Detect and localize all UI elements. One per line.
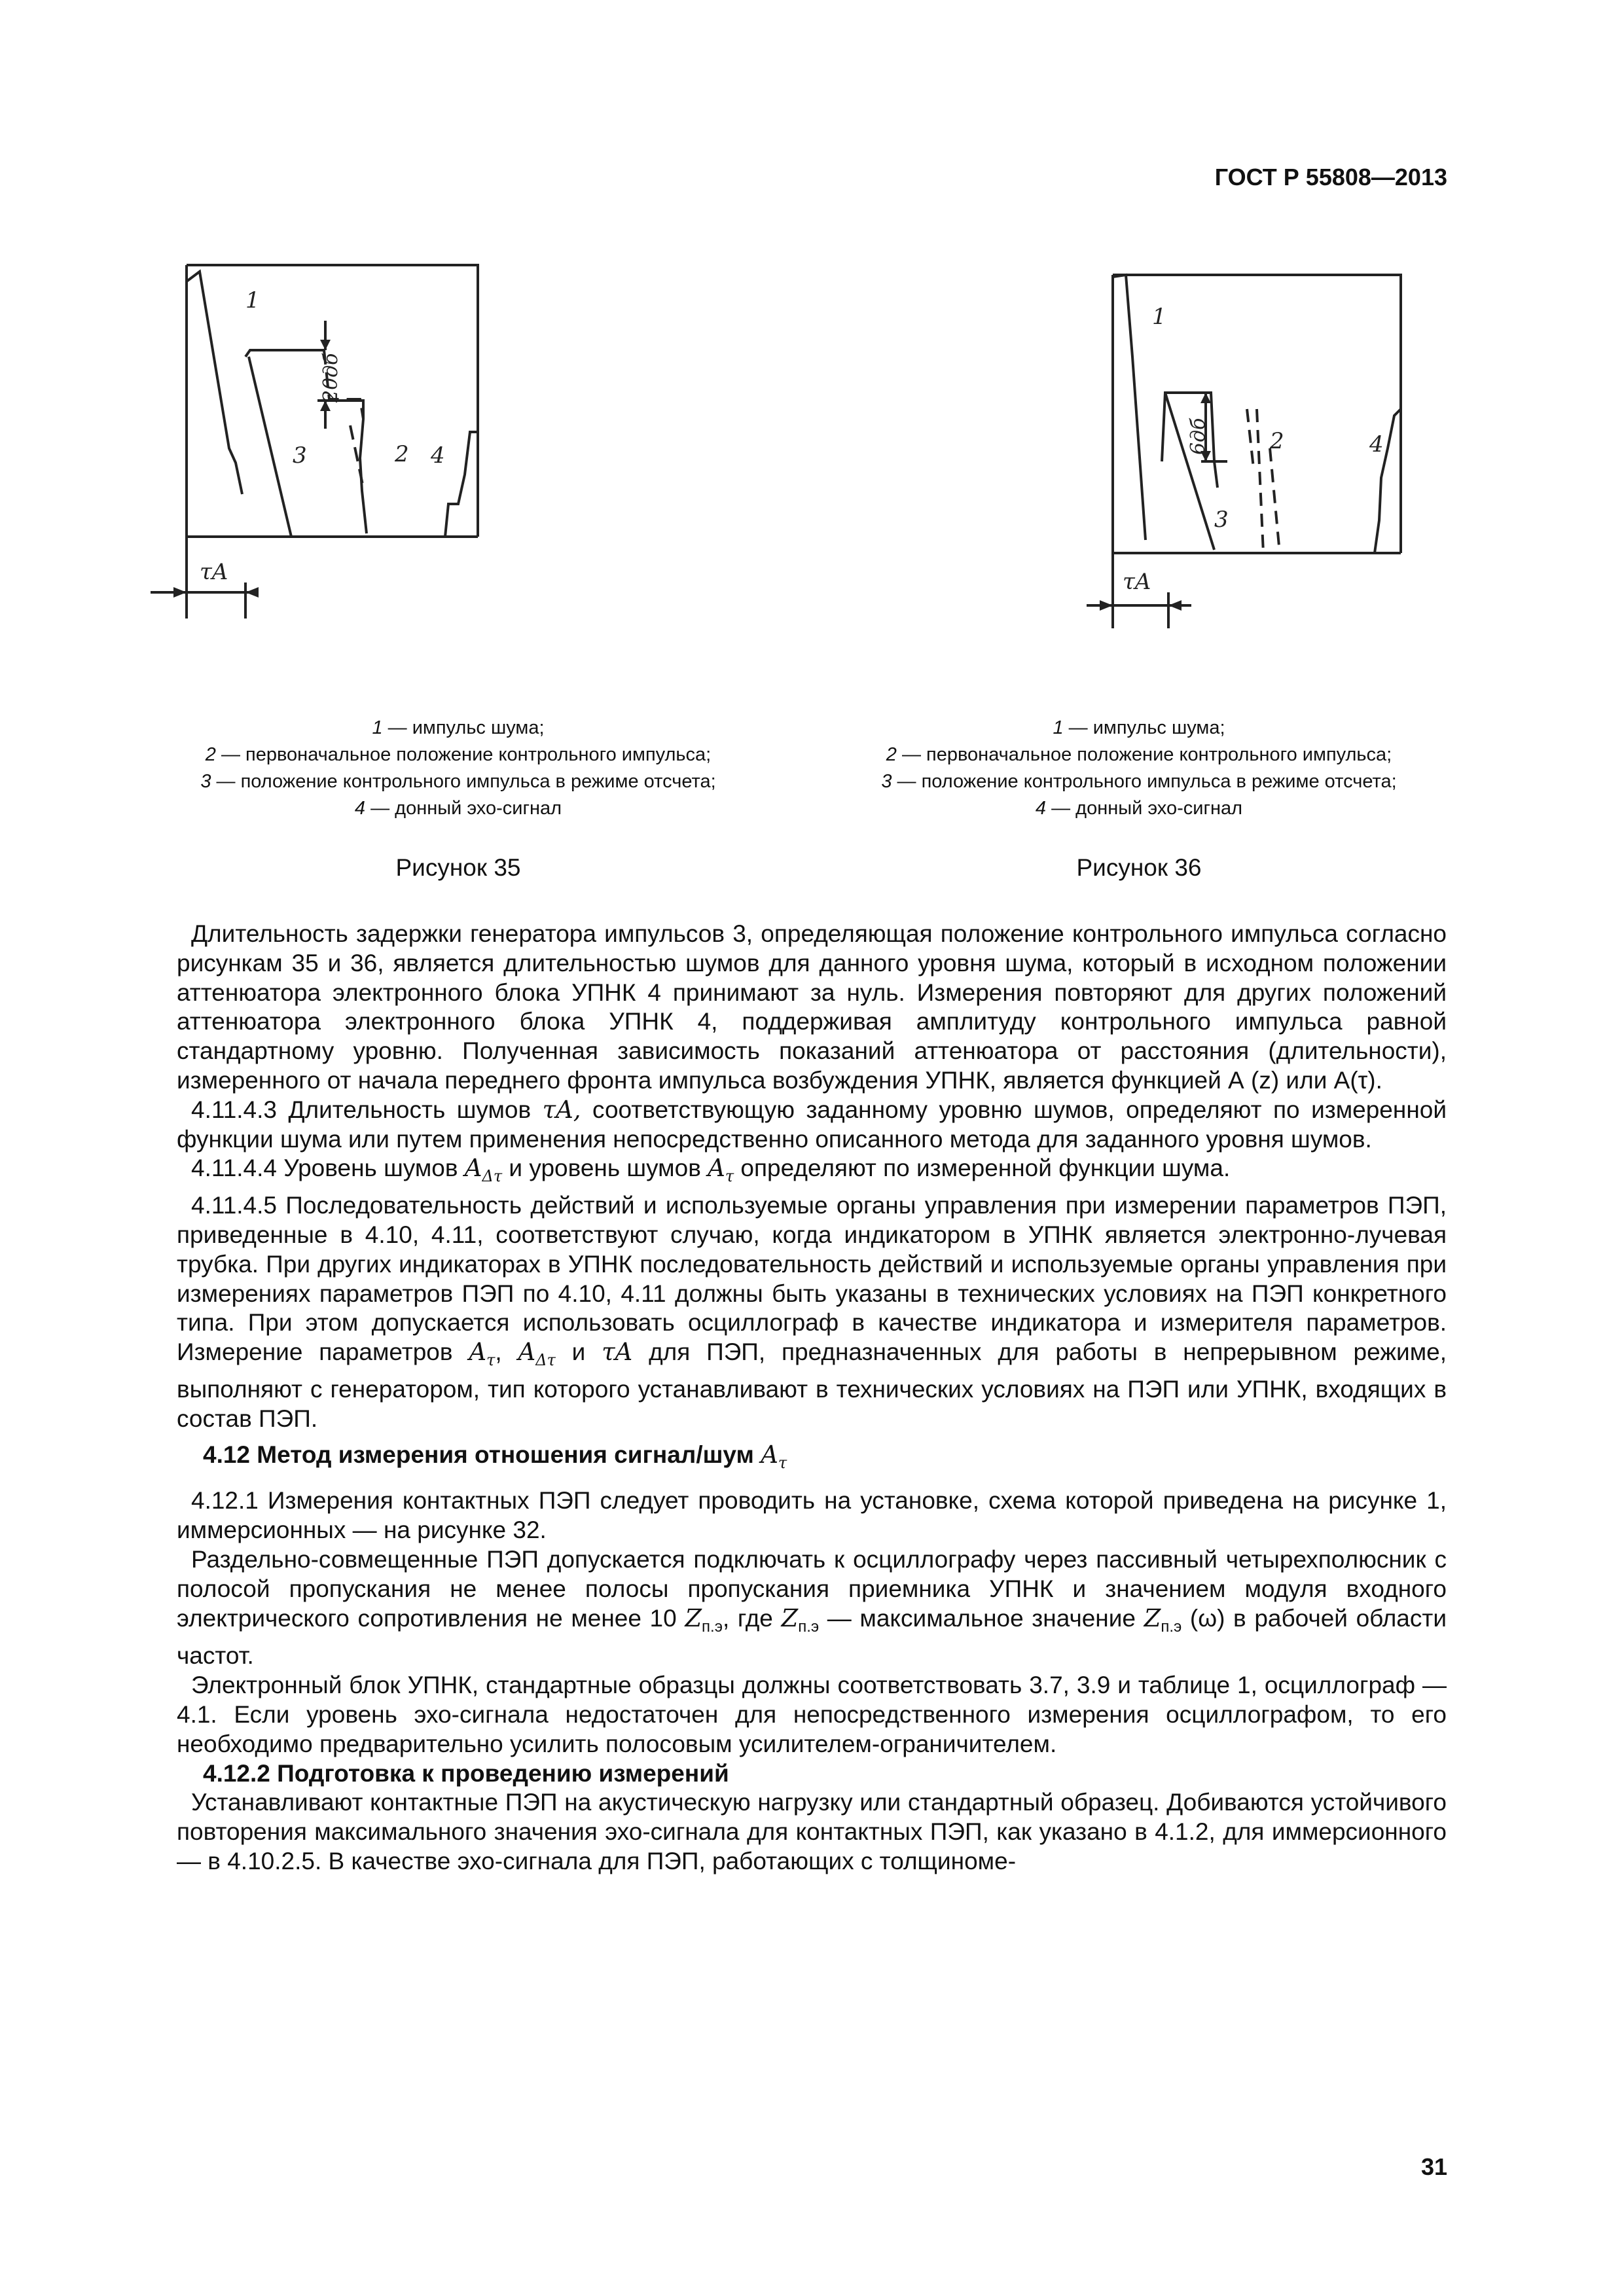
figure-36-legend — [812, 715, 1466, 822]
mark-4: 4 — [431, 442, 445, 469]
legend-item: 1 — импульс шума; — [372, 717, 545, 738]
paragraph-4-11-4-5: 4.11.4.5 Последовательность действий и используемые органы управления при измерении параметров ПЭП, приведенные в 4.10, 4.11, соответствуют случаю, когда индикатором в УПНК является электронно-лучевая трубка. При других индикаторах в УПНК последовательность действий и используемые органы управления при измерениях параметров ПЭП по 4.10, 4.11 должны быть указаны в технических условиях на ПЭП конкретного типа. При этом допускается использовать осциллограф в качестве индикатора и измерителя параметров. Измерение параметров $A_\tau$, $A_{\Delta\tau}$ и τA для ПЭП, предназначенных для работы в непрерывном режиме, выполняют с генератором, тип которого устанавливают в технических условиях на ПЭП или УПНК, входящих в состав ПЭП. — [177, 1192, 1447, 1432]
legend-item: 4 — донный эхо-сигнал — [354, 798, 562, 819]
control-pulse-reading — [1162, 393, 1218, 550]
legend-item: 1 — импульс шума; — [1053, 717, 1225, 738]
paragraph-4-11-4-4: 4.11.4.4 Уровень шумов $A_{\Delta\tau}$ и уровень шумов $A_\tau$ определяют по измеренной функции шума. — [191, 1154, 1231, 1186]
figure-35-oscillogram — [137, 252, 583, 658]
mark-3: 3 — [293, 442, 307, 469]
control-pulse-reading — [245, 350, 324, 537]
mark-1: 1 — [245, 287, 260, 314]
legend-item: 2 — первоначальное положение контрольного импульса; — [886, 744, 1392, 765]
mark-2: 2 — [395, 441, 409, 467]
tau-a-label: τA — [200, 559, 228, 585]
legend-item: 2 — первоначальное положение контрольного импульса; — [205, 744, 712, 765]
tau-dimension — [1087, 592, 1191, 628]
paragraph-4-12-1: 4.12.1 Измерения контактных ПЭП следует проводить на установке, схема которой приведена на рисунке 1, иммерсионных — на рисунке 32. — [177, 1487, 1447, 1544]
paragraph-4-11-4-3: 4.11.4.3 Длительность шумов τA, соответствующую заданному уровню шумов, определяют по измеренной функции шума или путем применения непосредственно описанного метода для заданного уровня шумов. — [177, 1095, 1447, 1153]
tau-a-symbol: τA, — [542, 1095, 581, 1124]
body-text — [177, 920, 1447, 1876]
page-number: 31 — [1420, 2153, 1447, 2180]
paragraph-preparation: Устанавливают контактные ПЭП на акустическую нагрузку или стандартный образец. Добиваются устойчивого повторения максимального значения эхо-сигнала для контактных ПЭП, как указано в 4.1.2, для иммерсионного — в 4.10.2.5. В качестве эхо-сигнала для ПЭП, работающих с толщиноме- — [177, 1789, 1447, 1874]
noise-pulse — [1113, 275, 1146, 540]
legend-item: 3 — положение контрольного импульса в режиме отсчета; — [200, 771, 716, 792]
figure-36-oscillogram — [1074, 252, 1519, 658]
bottom-echo — [1375, 409, 1401, 553]
mark-4: 4 — [1369, 431, 1384, 457]
paragraph-electronic-unit: Электронный блок УПНК, стандартные образцы должны соответствовать 3.7, 3.9 и таблице 1, осциллограф — 4.1. Если уровень эхо-сигнала недостаточен для непосредственного измерения осциллографом, то его необходимо предварительно усилить полосовым усилителем-ограничителем. — [177, 1672, 1447, 1757]
mark-3: 3 — [1214, 507, 1229, 533]
tau-dimension — [151, 583, 252, 619]
paragraph-dual-element: Раздельно-совмещенные ПЭП допускается подключать к осциллографу через пассивный четырехполюсник с полосой пропускания не менее полосы пропускания приемника УПНК и значением модуля входного электрического сопротивления не менее 10 $Z_{п.э}$, где $Z_{п.э}$ — максимальное значение $Z_{п.э}$ (ω) в рабочей области частот. — [177, 1545, 1447, 1670]
mark-2: 2 — [1270, 428, 1284, 454]
legend-item: 3 — положение контрольного импульса в режиме отсчета; — [881, 771, 1397, 792]
bottom-echo — [445, 432, 478, 537]
db-label: 20дб — [319, 353, 342, 403]
figure-35-caption: Рисунок 35 — [395, 854, 521, 881]
section-heading-4-12: 4.12 Метод измерения отношения сигнал/шум $A_\tau$ — [203, 1440, 787, 1472]
mark-1: 1 — [1152, 304, 1166, 330]
figure-35-legend — [131, 715, 785, 822]
figure-36-caption: Рисунок 36 — [1076, 854, 1202, 881]
legend-item: 4 — донный эхо-сигнал — [1035, 798, 1243, 819]
paragraph-delay-duration: Длительность задержки генератора импульсов 3, определяющая положение контрольного импульса согласно рисункам 35 и 36, является длительностью шумов для данного уровня шума, который в исходном положении аттенюатора электронного блока УПНК 4 принимают за нуль. Измерения повторяют для других положений аттенюатора электронного блока УПНК 4, поддерживая амплитуду контрольного импульса равной стандартному уровню. Полученная зависимость показаний аттенюатора от расстояния (длительности), измеренного от начала переднего фронта импульса возбуждения УПНК, является функцией А (z) или А(τ). — [177, 920, 1447, 1094]
document-header: ГОСТ Р 55808—2013 — [1214, 164, 1447, 190]
section-heading-4-12-2: 4.12.2 Подготовка к проведению измерений — [203, 1759, 729, 1787]
tau-a-label: τA — [1123, 569, 1151, 595]
noise-pulse — [187, 272, 242, 494]
db-label: 6дб — [1187, 418, 1210, 455]
